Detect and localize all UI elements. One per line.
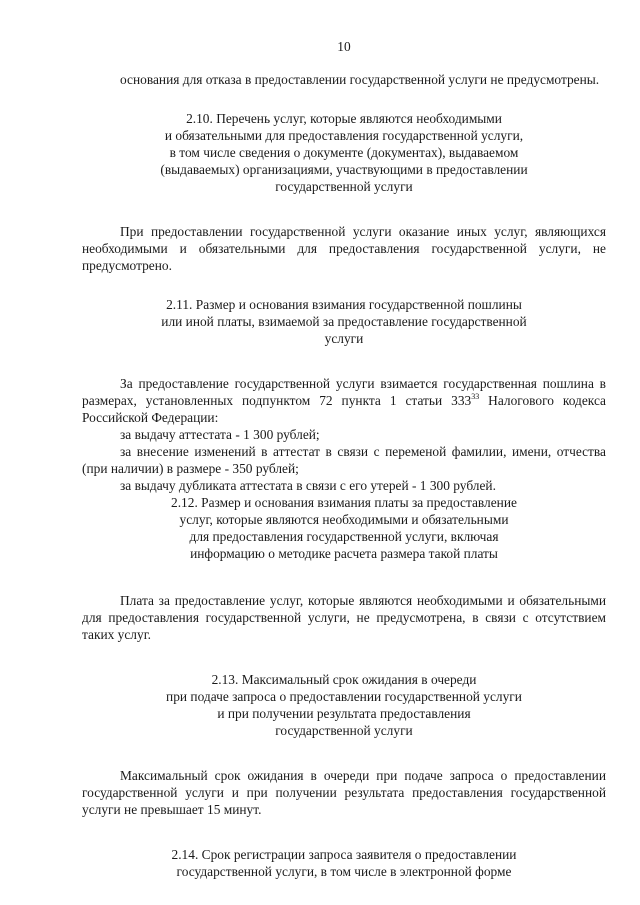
heading-2-11 — [134, 296, 554, 347]
heading-line: при подаче запроса о предоставлении государственной услуги — [166, 689, 522, 704]
heading-2-12 — [134, 494, 554, 562]
heading-line: 2.12. Размер и основания взимания платы за предоставление — [171, 495, 517, 510]
paragraph-2-11 — [82, 375, 606, 426]
fee-item: за выдачу аттестата - 1 300 рублей; — [120, 427, 320, 442]
fee-item: за внесение изменений в аттестат в связи с переменой фамилии, имени, отчества (при наличии) в размере - 350 рублей; — [82, 444, 606, 476]
heading-line: 2.13. Максимальный срок ожидания в очереди — [211, 672, 477, 687]
paragraph-grounds-refusal: основания для отказа в предоставлении государственной услуги не предусмотрены. — [120, 72, 600, 87]
heading-line: и при получении результата предоставления — [217, 706, 471, 721]
paragraph-2-13: Максимальный срок ожидания в очереди при подаче запроса о предоставлении государственной услуги и при получении результата предоставления государственной услуги не превышает 15 минут. — [82, 768, 606, 817]
heading-line: услуг, которые являются необходимыми и обязательными — [179, 512, 509, 527]
heading-line: для предоставления государственной услуги, включая — [189, 529, 499, 544]
page-number: 10 — [337, 39, 351, 54]
heading-line: (выдаваемых) организациями, участвующими в предоставлении — [160, 162, 528, 177]
heading-line: и обязательными для предоставления государственной услуги, — [164, 128, 524, 143]
heading-2-13 — [134, 671, 554, 739]
heading-line: или иной платы, взимаемой за предоставление государственной — [161, 314, 527, 329]
footnote-ref: 33 — [471, 392, 480, 401]
heading-2-10 — [134, 110, 554, 195]
heading-line: 2.14. Срок регистрации запроса заявителя о предоставлении — [171, 847, 517, 862]
paragraph-2-11-tail: Налогового кодекса Российской Федерации: — [82, 393, 606, 425]
heading-line: 2.11. Размер и основания взимания государственной пошлины — [166, 297, 522, 312]
heading-line: услуги — [324, 331, 364, 346]
paragraph-2-12: Плата за предоставление услуг, которые являются необходимыми и обязательными для предоставления государственной услуги, не предусмотрена, в связи с отсутствием таких услуг. — [82, 593, 606, 642]
heading-2-14 — [134, 846, 554, 880]
heading-line: государственной услуги — [275, 723, 413, 738]
paragraph-2-10: При предоставлении государственной услуги оказание иных услуг, являющихся необходимыми и обязательными для предоставления государственной услуги, не предусмотрено. — [82, 224, 606, 273]
fee-item: за выдачу дубликата аттестата в связи с его утерей - 1 300 рублей. — [120, 478, 496, 493]
paragraph-2-11-text: За предоставление государственной услуги взимается государственная пошлина в размерах, установленных подпунктом 72 пункта 1 статьи 333 — [82, 376, 606, 408]
document-page — [82, 38, 606, 880]
heading-line: государственной услуги — [275, 179, 413, 194]
heading-line: 2.10. Перечень услуг, которые являются необходимыми — [186, 111, 502, 126]
heading-line: в том числе сведения о документе (документах), выдаваемом — [169, 145, 519, 160]
heading-line: государственной услуги, в том числе в электронной форме — [176, 864, 512, 879]
heading-line: информацию о методике расчета размера такой платы — [190, 546, 498, 561]
